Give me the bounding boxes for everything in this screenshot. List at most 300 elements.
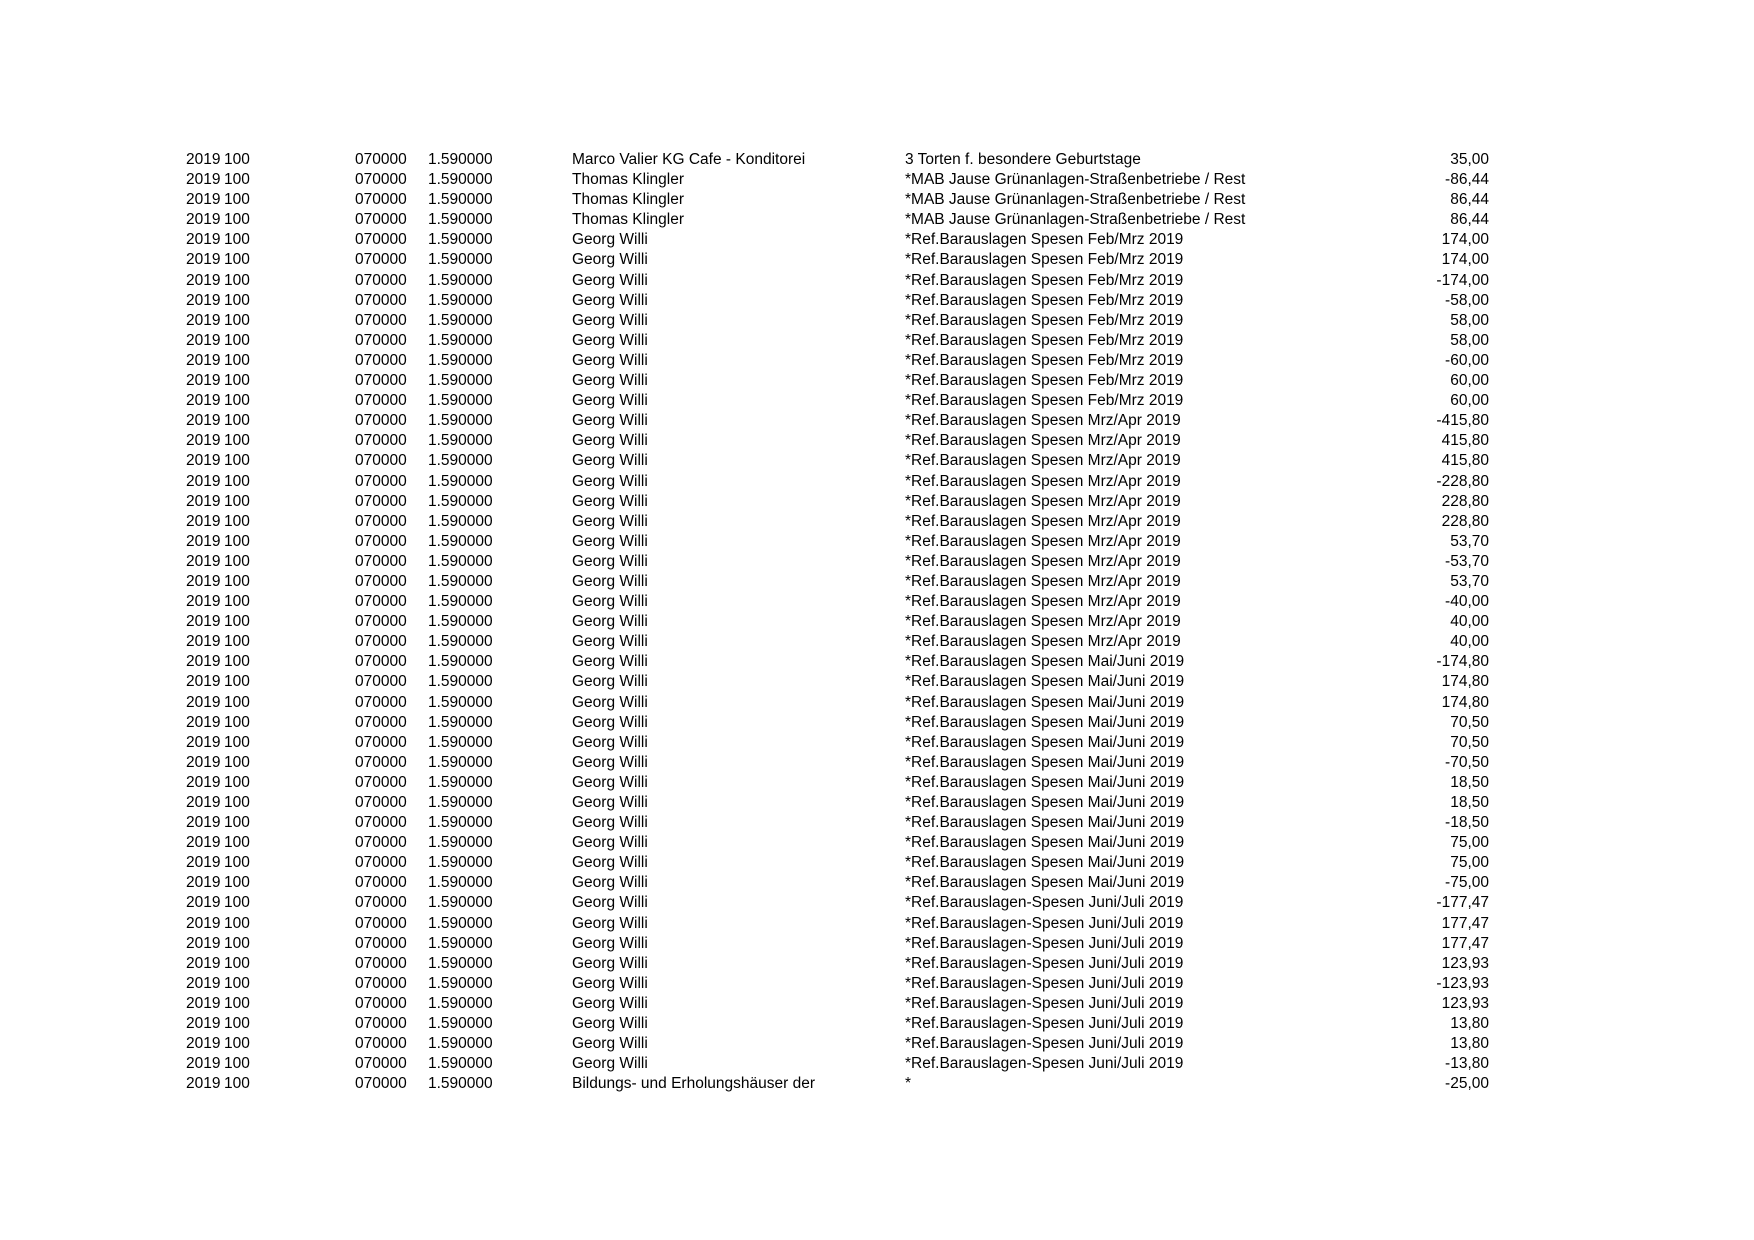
- year-cell: 2019: [186, 954, 221, 972]
- amount-cell: 13,80: [1450, 1015, 1489, 1033]
- amount-cell: -58,00: [1445, 291, 1489, 309]
- account-cell: 1.590000: [428, 412, 493, 430]
- account-cell: 1.590000: [428, 673, 493, 691]
- type-cell: 100: [224, 412, 250, 430]
- cost-center-cell: 070000: [355, 713, 407, 731]
- table-row: [0, 693, 1754, 713]
- description-cell: *Ref.Barauslagen Spesen Mai/Juni 2019: [905, 814, 1185, 832]
- cost-center-cell: 070000: [355, 954, 407, 972]
- type-cell: 100: [224, 1055, 250, 1073]
- cost-center-cell: 070000: [355, 794, 407, 811]
- table-row: [0, 371, 1754, 391]
- description-cell: *Ref.Barauslagen Spesen Mai/Juni 2019: [905, 653, 1185, 671]
- year-cell: 2019: [186, 934, 221, 952]
- account-cell: 1.590000: [428, 914, 493, 932]
- year-cell: 2019: [186, 1035, 221, 1053]
- account-cell: 1.590000: [428, 874, 493, 892]
- cost-center-cell: 070000: [355, 613, 407, 631]
- amount-cell: 75,00: [1450, 834, 1489, 852]
- cost-center-cell: 070000: [355, 894, 407, 912]
- table-row: [0, 713, 1754, 733]
- table-row: [0, 552, 1754, 572]
- amount-cell: 58,00: [1450, 311, 1489, 329]
- table-row: [0, 431, 1754, 451]
- name-cell: Georg Willi: [572, 934, 648, 952]
- description-cell: *Ref.Barauslagen Spesen Mai/Juni 2019: [905, 753, 1185, 771]
- table-row: [0, 994, 1754, 1014]
- type-cell: 100: [224, 171, 250, 189]
- description-cell: *: [905, 1075, 912, 1093]
- amount-cell: -13,80: [1445, 1055, 1489, 1073]
- cost-center-cell: 070000: [355, 914, 407, 932]
- cost-center-cell: 070000: [355, 231, 407, 249]
- account-cell: 1.590000: [428, 392, 493, 410]
- year-cell: 2019: [186, 794, 221, 811]
- name-cell: Thomas Klingler: [572, 211, 684, 229]
- amount-cell: 174,80: [1441, 673, 1489, 691]
- table-row: [0, 592, 1754, 612]
- account-cell: 1.590000: [428, 894, 493, 912]
- account-cell: 1.590000: [428, 773, 493, 791]
- name-cell: Georg Willi: [572, 814, 648, 832]
- type-cell: 100: [224, 372, 250, 390]
- amount-cell: -25,00: [1445, 1075, 1489, 1093]
- year-cell: 2019: [186, 392, 221, 410]
- account-cell: 1.590000: [428, 814, 493, 832]
- account-cell: 1.590000: [428, 593, 493, 611]
- account-cell: 1.590000: [428, 954, 493, 972]
- description-cell: *Ref.Barauslagen Spesen Mrz/Apr 2019: [905, 633, 1181, 651]
- type-cell: 100: [224, 874, 250, 892]
- amount-cell: 40,00: [1450, 633, 1489, 651]
- cost-center-cell: 070000: [355, 733, 407, 751]
- type-cell: 100: [224, 914, 250, 932]
- type-cell: 100: [224, 151, 250, 168]
- name-cell: Georg Willi: [572, 492, 648, 510]
- name-cell: Marco Valier KG Cafe - Konditorei: [572, 151, 806, 168]
- amount-cell: 174,80: [1441, 693, 1489, 711]
- name-cell: Thomas Klingler: [572, 171, 684, 189]
- amount-cell: 53,70: [1450, 572, 1489, 590]
- type-cell: 100: [224, 271, 250, 289]
- account-cell: 1.590000: [428, 1075, 493, 1093]
- name-cell: Georg Willi: [572, 713, 648, 731]
- account-cell: 1.590000: [428, 693, 493, 711]
- type-cell: 100: [224, 673, 250, 691]
- table-row: [0, 230, 1754, 250]
- year-cell: 2019: [186, 211, 221, 229]
- cost-center-cell: 070000: [355, 814, 407, 832]
- cost-center-cell: 070000: [355, 492, 407, 510]
- table-row: [0, 853, 1754, 873]
- cost-center-cell: 070000: [355, 472, 407, 490]
- year-cell: 2019: [186, 894, 221, 912]
- year-cell: 2019: [186, 1015, 221, 1033]
- amount-cell: 70,50: [1450, 713, 1489, 731]
- cost-center-cell: 070000: [355, 171, 407, 189]
- description-cell: *Ref.Barauslagen-Spesen Juni/Juli 2019: [905, 1015, 1184, 1033]
- type-cell: 100: [224, 331, 250, 349]
- type-cell: 100: [224, 452, 250, 470]
- table-row: [0, 311, 1754, 331]
- table-row: [0, 532, 1754, 552]
- description-cell: *Ref.Barauslagen Spesen Mrz/Apr 2019: [905, 412, 1181, 430]
- name-cell: Thomas Klingler: [572, 191, 684, 209]
- description-cell: *Ref.Barauslagen Spesen Mrz/Apr 2019: [905, 572, 1181, 590]
- description-cell: *Ref.Barauslagen-Spesen Juni/Juli 2019: [905, 934, 1184, 952]
- table-row: [0, 672, 1754, 692]
- name-cell: Georg Willi: [572, 974, 648, 992]
- year-cell: 2019: [186, 693, 221, 711]
- account-cell: 1.590000: [428, 472, 493, 490]
- type-cell: 100: [224, 693, 250, 711]
- account-cell: 1.590000: [428, 372, 493, 390]
- year-cell: 2019: [186, 733, 221, 751]
- name-cell: Georg Willi: [572, 251, 648, 269]
- account-cell: 1.590000: [428, 351, 493, 369]
- type-cell: 100: [224, 1075, 250, 1093]
- name-cell: Georg Willi: [572, 653, 648, 671]
- cost-center-cell: 070000: [355, 532, 407, 550]
- account-cell: 1.590000: [428, 834, 493, 852]
- type-cell: 100: [224, 572, 250, 590]
- table-row: [0, 411, 1754, 431]
- name-cell: Georg Willi: [572, 593, 648, 611]
- type-cell: 100: [224, 1015, 250, 1033]
- cost-center-cell: 070000: [355, 151, 407, 168]
- table-row: [0, 170, 1754, 190]
- year-cell: 2019: [186, 432, 221, 450]
- table-row: [0, 934, 1754, 954]
- amount-cell: 60,00: [1450, 392, 1489, 410]
- name-cell: Georg Willi: [572, 552, 648, 570]
- name-cell: Georg Willi: [572, 512, 648, 530]
- description-cell: *Ref.Barauslagen-Spesen Juni/Juli 2019: [905, 1035, 1184, 1053]
- cost-center-cell: 070000: [355, 1055, 407, 1073]
- description-cell: *Ref.Barauslagen Spesen Feb/Mrz 2019: [905, 392, 1184, 410]
- description-cell: *Ref.Barauslagen Spesen Mai/Juni 2019: [905, 854, 1185, 872]
- year-cell: 2019: [186, 492, 221, 510]
- cost-center-cell: 070000: [355, 211, 407, 229]
- amount-cell: -18,50: [1445, 814, 1489, 832]
- type-cell: 100: [224, 653, 250, 671]
- year-cell: 2019: [186, 251, 221, 269]
- year-cell: 2019: [186, 311, 221, 329]
- year-cell: 2019: [186, 552, 221, 570]
- account-cell: 1.590000: [428, 1035, 493, 1053]
- name-cell: Georg Willi: [572, 874, 648, 892]
- account-cell: 1.590000: [428, 552, 493, 570]
- cost-center-cell: 070000: [355, 372, 407, 390]
- description-cell: *Ref.Barauslagen Spesen Mrz/Apr 2019: [905, 452, 1181, 470]
- description-cell: *Ref.Barauslagen Spesen Mai/Juni 2019: [905, 713, 1185, 731]
- name-cell: Georg Willi: [572, 894, 648, 912]
- type-cell: 100: [224, 593, 250, 611]
- cost-center-cell: 070000: [355, 653, 407, 671]
- type-cell: 100: [224, 311, 250, 329]
- amount-cell: 177,47: [1441, 934, 1489, 952]
- type-cell: 100: [224, 1035, 250, 1053]
- amount-cell: 123,93: [1441, 954, 1489, 972]
- amount-cell: 60,00: [1450, 372, 1489, 390]
- description-cell: *Ref.Barauslagen Spesen Mai/Juni 2019: [905, 794, 1185, 811]
- type-cell: 100: [224, 633, 250, 651]
- amount-cell: -70,50: [1445, 753, 1489, 771]
- amount-cell: -60,00: [1445, 351, 1489, 369]
- year-cell: 2019: [186, 151, 221, 168]
- description-cell: *Ref.Barauslagen Spesen Feb/Mrz 2019: [905, 311, 1184, 329]
- type-cell: 100: [224, 934, 250, 952]
- amount-cell: -174,80: [1436, 653, 1489, 671]
- description-cell: *Ref.Barauslagen Spesen Feb/Mrz 2019: [905, 331, 1184, 349]
- account-cell: 1.590000: [428, 151, 493, 168]
- cost-center-cell: 070000: [355, 834, 407, 852]
- account-cell: 1.590000: [428, 974, 493, 992]
- name-cell: Georg Willi: [572, 452, 648, 470]
- type-cell: 100: [224, 552, 250, 570]
- account-cell: 1.590000: [428, 794, 493, 811]
- table-row: [0, 351, 1754, 371]
- name-cell: Georg Willi: [572, 331, 648, 349]
- account-cell: 1.590000: [428, 613, 493, 631]
- table-row: [0, 833, 1754, 853]
- cost-center-cell: 070000: [355, 974, 407, 992]
- cost-center-cell: 070000: [355, 351, 407, 369]
- amount-cell: 86,44: [1450, 211, 1489, 229]
- year-cell: 2019: [186, 633, 221, 651]
- cost-center-cell: 070000: [355, 311, 407, 329]
- description-cell: *Ref.Barauslagen Spesen Mrz/Apr 2019: [905, 492, 1181, 510]
- description-cell: *Ref.Barauslagen Spesen Feb/Mrz 2019: [905, 291, 1184, 309]
- year-cell: 2019: [186, 753, 221, 771]
- amount-cell: 13,80: [1450, 1035, 1489, 1053]
- amount-cell: 18,50: [1450, 773, 1489, 791]
- account-cell: 1.590000: [428, 653, 493, 671]
- table-row: [0, 652, 1754, 672]
- description-cell: *Ref.Barauslagen Spesen Feb/Mrz 2019: [905, 251, 1184, 269]
- account-cell: 1.590000: [428, 191, 493, 209]
- year-cell: 2019: [186, 1075, 221, 1093]
- table-row: [0, 210, 1754, 230]
- cost-center-cell: 070000: [355, 412, 407, 430]
- cost-center-cell: 070000: [355, 874, 407, 892]
- table-row: [0, 733, 1754, 753]
- table-row: [0, 954, 1754, 974]
- type-cell: 100: [224, 974, 250, 992]
- cost-center-cell: 070000: [355, 251, 407, 269]
- cost-center-cell: 070000: [355, 753, 407, 771]
- amount-cell: 177,47: [1441, 914, 1489, 932]
- amount-cell: -177,47: [1436, 894, 1489, 912]
- year-cell: 2019: [186, 191, 221, 209]
- name-cell: Georg Willi: [572, 914, 648, 932]
- cost-center-cell: 070000: [355, 593, 407, 611]
- table-row: [0, 612, 1754, 632]
- amount-cell: 174,00: [1441, 231, 1489, 249]
- type-cell: 100: [224, 211, 250, 229]
- year-cell: 2019: [186, 834, 221, 852]
- amount-cell: 228,80: [1441, 492, 1489, 510]
- cost-center-cell: 070000: [355, 1015, 407, 1033]
- description-cell: *Ref.Barauslagen Spesen Mrz/Apr 2019: [905, 472, 1181, 490]
- cost-center-cell: 070000: [355, 854, 407, 872]
- table-row: [0, 753, 1754, 773]
- cost-center-cell: 070000: [355, 773, 407, 791]
- description-cell: *Ref.Barauslagen Spesen Mrz/Apr 2019: [905, 512, 1181, 530]
- type-cell: 100: [224, 834, 250, 852]
- amount-cell: 228,80: [1441, 512, 1489, 530]
- description-cell: *Ref.Barauslagen-Spesen Juni/Juli 2019: [905, 974, 1184, 992]
- type-cell: 100: [224, 392, 250, 410]
- cost-center-cell: 070000: [355, 934, 407, 952]
- name-cell: Georg Willi: [572, 854, 648, 872]
- cost-center-cell: 070000: [355, 693, 407, 711]
- description-cell: *Ref.Barauslagen Spesen Mrz/Apr 2019: [905, 593, 1181, 611]
- description-cell: *MAB Jause Grünanlagen-Straßenbetriebe / Rest: [905, 211, 1246, 229]
- table-row: [0, 250, 1754, 270]
- cost-center-cell: 070000: [355, 633, 407, 651]
- year-cell: 2019: [186, 291, 221, 309]
- year-cell: 2019: [186, 351, 221, 369]
- name-cell: Georg Willi: [572, 673, 648, 691]
- year-cell: 2019: [186, 673, 221, 691]
- name-cell: Georg Willi: [572, 372, 648, 390]
- name-cell: Georg Willi: [572, 392, 648, 410]
- type-cell: 100: [224, 954, 250, 972]
- year-cell: 2019: [186, 874, 221, 892]
- table-row: [0, 893, 1754, 913]
- description-cell: *Ref.Barauslagen-Spesen Juni/Juli 2019: [905, 914, 1184, 932]
- year-cell: 2019: [186, 974, 221, 992]
- name-cell: Georg Willi: [572, 1035, 648, 1053]
- name-cell: Georg Willi: [572, 572, 648, 590]
- table-row: [0, 1014, 1754, 1034]
- type-cell: 100: [224, 432, 250, 450]
- table-row: [0, 512, 1754, 532]
- account-cell: 1.590000: [428, 633, 493, 651]
- cost-center-cell: 070000: [355, 392, 407, 410]
- year-cell: 2019: [186, 271, 221, 289]
- amount-cell: -53,70: [1445, 552, 1489, 570]
- year-cell: 2019: [186, 613, 221, 631]
- type-cell: 100: [224, 814, 250, 832]
- table-row: [0, 793, 1754, 813]
- cost-center-cell: 070000: [355, 994, 407, 1012]
- account-cell: 1.590000: [428, 1015, 493, 1033]
- name-cell: Georg Willi: [572, 834, 648, 852]
- amount-cell: 58,00: [1450, 331, 1489, 349]
- amount-cell: -75,00: [1445, 874, 1489, 892]
- description-cell: *Ref.Barauslagen Spesen Mai/Juni 2019: [905, 834, 1185, 852]
- description-cell: 3 Torten f. besondere Geburtstage: [905, 151, 1141, 168]
- description-cell: *Ref.Barauslagen-Spesen Juni/Juli 2019: [905, 1055, 1184, 1073]
- name-cell: Georg Willi: [572, 532, 648, 550]
- name-cell: Georg Willi: [572, 773, 648, 791]
- table-row: [0, 331, 1754, 351]
- table-row: [0, 291, 1754, 311]
- name-cell: Georg Willi: [572, 1015, 648, 1033]
- description-cell: *Ref.Barauslagen Spesen Feb/Mrz 2019: [905, 271, 1184, 289]
- cost-center-cell: 070000: [355, 512, 407, 530]
- account-cell: 1.590000: [428, 934, 493, 952]
- table-row: [0, 190, 1754, 210]
- account-cell: 1.590000: [428, 251, 493, 269]
- name-cell: Georg Willi: [572, 291, 648, 309]
- account-cell: 1.590000: [428, 994, 493, 1012]
- account-cell: 1.590000: [428, 171, 493, 189]
- account-cell: 1.590000: [428, 291, 493, 309]
- account-cell: 1.590000: [428, 271, 493, 289]
- table-row: [0, 1074, 1754, 1094]
- cost-center-cell: 070000: [355, 572, 407, 590]
- name-cell: Georg Willi: [572, 613, 648, 631]
- name-cell: Georg Willi: [572, 753, 648, 771]
- amount-cell: 86,44: [1450, 191, 1489, 209]
- description-cell: *Ref.Barauslagen Spesen Mai/Juni 2019: [905, 673, 1185, 691]
- table-row: [0, 914, 1754, 934]
- year-cell: 2019: [186, 994, 221, 1012]
- amount-cell: -86,44: [1445, 171, 1489, 189]
- type-cell: 100: [224, 994, 250, 1012]
- name-cell: Georg Willi: [572, 1055, 648, 1073]
- account-cell: 1.590000: [428, 1055, 493, 1073]
- description-cell: *Ref.Barauslagen Spesen Mrz/Apr 2019: [905, 552, 1181, 570]
- table-row: [0, 974, 1754, 994]
- table-row: [0, 632, 1754, 652]
- name-cell: Georg Willi: [572, 271, 648, 289]
- year-cell: 2019: [186, 171, 221, 189]
- name-cell: Georg Willi: [572, 954, 648, 972]
- table-row: [0, 271, 1754, 291]
- ledger-table: [0, 150, 1754, 1094]
- description-cell: *Ref.Barauslagen Spesen Mai/Juni 2019: [905, 773, 1185, 791]
- cost-center-cell: 070000: [355, 1035, 407, 1053]
- type-cell: 100: [224, 291, 250, 309]
- cost-center-cell: 070000: [355, 331, 407, 349]
- amount-cell: 70,50: [1450, 733, 1489, 751]
- type-cell: 100: [224, 472, 250, 490]
- account-cell: 1.590000: [428, 231, 493, 249]
- amount-cell: 18,50: [1450, 794, 1489, 811]
- year-cell: 2019: [186, 572, 221, 590]
- type-cell: 100: [224, 773, 250, 791]
- name-cell: Georg Willi: [572, 231, 648, 249]
- type-cell: 100: [224, 191, 250, 209]
- type-cell: 100: [224, 231, 250, 249]
- amount-cell: -40,00: [1445, 593, 1489, 611]
- name-cell: Georg Willi: [572, 311, 648, 329]
- year-cell: 2019: [186, 331, 221, 349]
- year-cell: 2019: [186, 593, 221, 611]
- description-cell: *Ref.Barauslagen Spesen Mrz/Apr 2019: [905, 432, 1181, 450]
- description-cell: *Ref.Barauslagen-Spesen Juni/Juli 2019: [905, 994, 1184, 1012]
- type-cell: 100: [224, 733, 250, 751]
- name-cell: Georg Willi: [572, 794, 648, 811]
- table-row: [0, 451, 1754, 471]
- year-cell: 2019: [186, 854, 221, 872]
- type-cell: 100: [224, 794, 250, 811]
- name-cell: Georg Willi: [572, 733, 648, 751]
- name-cell: Bildungs- und Erholungshäuser der: [572, 1075, 815, 1093]
- year-cell: 2019: [186, 372, 221, 390]
- account-cell: 1.590000: [428, 432, 493, 450]
- description-cell: *Ref.Barauslagen Spesen Feb/Mrz 2019: [905, 231, 1184, 249]
- cost-center-cell: 070000: [355, 1075, 407, 1093]
- cost-center-cell: 070000: [355, 673, 407, 691]
- amount-cell: 174,00: [1441, 251, 1489, 269]
- cost-center-cell: 070000: [355, 271, 407, 289]
- amount-cell: -123,93: [1436, 974, 1489, 992]
